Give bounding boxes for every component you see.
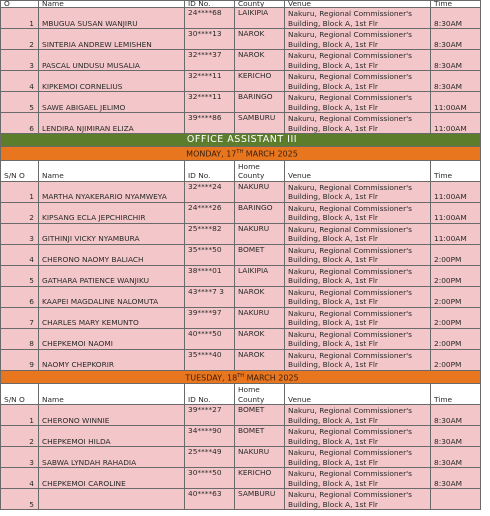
row-name: CHEPKEMOI HILDA xyxy=(39,426,185,447)
row-time: 2:00PM xyxy=(431,349,481,370)
row-id: 25****49 xyxy=(185,447,235,468)
row-venue: Nakuru, Regional Commissioner's Building, Block A, 1st Flr xyxy=(285,349,431,370)
row-county: NAKURU xyxy=(235,181,285,202)
row-id: 32****11 xyxy=(185,92,235,113)
row-county: BOMET xyxy=(235,244,285,265)
table-row xyxy=(1,202,481,223)
section-title-row xyxy=(1,134,481,147)
row-county: SAMBURU xyxy=(235,489,285,510)
row-venue: Nakuru, Regional Commissioner's Building, Block A, 1st Flr xyxy=(285,181,431,202)
row-venue: Nakuru, Regional Commissioner's Building, Block A, 1st Flr xyxy=(285,265,431,286)
header-time: Time xyxy=(431,1,481,8)
row-venue: Nakuru, Regional Commissioner's Building, Block A, 1st Flr xyxy=(285,202,431,223)
header-county: County xyxy=(235,1,285,8)
row-id: 43****7 3 xyxy=(185,286,235,307)
header-id: ID No. xyxy=(185,160,235,181)
header-venue: Venue xyxy=(285,384,431,405)
row-id: 24****68 xyxy=(185,8,235,29)
row-sn: 3 xyxy=(1,223,39,244)
row-time: 8:30AM xyxy=(431,29,481,50)
header-sn: S/N O xyxy=(1,384,39,405)
row-time: 11:00AM xyxy=(431,181,481,202)
row-id: 39****97 xyxy=(185,307,235,328)
row-sn: 5 xyxy=(1,92,39,113)
row-name: MBUGUA SUSAN WANJIRU xyxy=(39,8,185,29)
row-county: KERICHO xyxy=(235,71,285,92)
row-id: 35****40 xyxy=(185,349,235,370)
row-county: BARINGO xyxy=(235,202,285,223)
row-id: 34****90 xyxy=(185,426,235,447)
row-venue: Nakuru, Regional Commissioner's Building, Block A, 1st Flr xyxy=(285,113,431,134)
row-sn: 2 xyxy=(1,202,39,223)
table-row xyxy=(1,244,481,265)
row-id: 39****27 xyxy=(185,405,235,426)
row-time: 11:00AM xyxy=(431,202,481,223)
row-time: 8:30AM xyxy=(431,8,481,29)
header-sn: S/N O xyxy=(1,160,39,181)
row-venue: Nakuru, Regional Commissioner's Building, Block A, 1st Flr xyxy=(285,92,431,113)
row-time: 8:30AM xyxy=(431,468,481,489)
row-venue: Nakuru, Regional Commissioner's Building, Block A, 1st Flr xyxy=(285,50,431,71)
row-id: 32****24 xyxy=(185,181,235,202)
table-row xyxy=(1,113,481,134)
row-county: NAROK xyxy=(235,286,285,307)
row-id: 25****82 xyxy=(185,223,235,244)
header-county: Home County xyxy=(235,384,285,405)
row-name: GATHARA PATIENCE WANJIKU xyxy=(39,265,185,286)
header-sn: O xyxy=(1,1,39,8)
row-sn: 4 xyxy=(1,244,39,265)
row-id: 30****50 xyxy=(185,468,235,489)
row-venue: Nakuru, Regional Commissioner's Building, Block A, 1st Flr xyxy=(285,223,431,244)
table-row xyxy=(1,50,481,71)
row-county: BOMET xyxy=(235,426,285,447)
header-venue: Venue xyxy=(285,160,431,181)
row-name: SABWA LYNDAH RAHADIA xyxy=(39,447,185,468)
row-id: 40****50 xyxy=(185,328,235,349)
table-row xyxy=(1,265,481,286)
date-banner-tuesday: TUESDAY, 18TH MARCH 2025 xyxy=(1,370,481,384)
row-sn: 4 xyxy=(1,468,39,489)
row-county: NAKURU xyxy=(235,447,285,468)
row-time: 8:30AM xyxy=(431,447,481,468)
row-county: NAROK xyxy=(235,50,285,71)
date-banner-monday-row xyxy=(1,147,481,161)
header-venue: Venue xyxy=(285,1,431,8)
row-name: CHARLES MARY KEMUNTO xyxy=(39,307,185,328)
row-sn: 7 xyxy=(1,307,39,328)
row-time: 11:00AM xyxy=(431,113,481,134)
row-venue: Nakuru, Regional Commissioner's Building, Block A, 1st Flr xyxy=(285,447,431,468)
table-row xyxy=(1,29,481,50)
header-name: Name xyxy=(39,160,185,181)
row-county: NAKURU xyxy=(235,307,285,328)
row-sn: 2 xyxy=(1,426,39,447)
row-venue: Nakuru, Regional Commissioner's Building, Block A, 1st Flr xyxy=(285,244,431,265)
row-county: BARINGO xyxy=(235,92,285,113)
row-time: 11:00AM xyxy=(431,223,481,244)
row-name: KAAPEI MAGDALINE NALOMUTA xyxy=(39,286,185,307)
row-county: KERICHO xyxy=(235,468,285,489)
header-id: ID No. xyxy=(185,384,235,405)
table-row xyxy=(1,286,481,307)
header-name: Name xyxy=(39,384,185,405)
row-id: 24****26 xyxy=(185,202,235,223)
row-sn: 3 xyxy=(1,447,39,468)
row-venue: Nakuru, Regional Commissioner's Building, Block A, 1st Flr xyxy=(285,29,431,50)
row-time: 8:30AM xyxy=(431,50,481,71)
row-venue: Nakuru, Regional Commissioner's Building, Block A, 1st Flr xyxy=(285,426,431,447)
row-venue: Nakuru, Regional Commissioner's Building, Block A, 1st Flr xyxy=(285,489,431,510)
row-id: 32****37 xyxy=(185,50,235,71)
row-name: CHERONO WINNIE xyxy=(39,405,185,426)
row-venue: Nakuru, Regional Commissioner's Building, Block A, 1st Flr xyxy=(285,8,431,29)
table-row xyxy=(1,71,481,92)
row-name: KIPSANG ECLA JEPCHIRCHIR xyxy=(39,202,185,223)
row-name: NAOMY CHEPKORIR xyxy=(39,349,185,370)
row-id: 39****86 xyxy=(185,113,235,134)
row-venue: Nakuru, Regional Commissioner's Building, Block A, 1st Flr xyxy=(285,286,431,307)
column-header-row xyxy=(1,160,481,181)
table-row xyxy=(1,8,481,29)
row-venue: Nakuru, Regional Commissioner's Building, Block A, 1st Flr xyxy=(285,468,431,489)
row-name: MARTHA NYAKERARIO NYAMWEYA xyxy=(39,181,185,202)
row-sn: 6 xyxy=(1,286,39,307)
section-title: OFFICE ASSISTANT III xyxy=(1,134,481,147)
row-name: CHEPKEMOI CAROLINE xyxy=(39,468,185,489)
row-name: LENDIRA NJIMIRAN ELIZA xyxy=(39,113,185,134)
header-county: Home County xyxy=(235,160,285,181)
row-id: 38****01 xyxy=(185,265,235,286)
header-time: Time xyxy=(431,160,481,181)
row-time: 2:00PM xyxy=(431,286,481,307)
top-header-row xyxy=(1,1,481,8)
row-sn: 6 xyxy=(1,113,39,134)
header-id: ID No. xyxy=(185,1,235,8)
table-row xyxy=(1,468,481,489)
row-sn: 2 xyxy=(1,29,39,50)
row-id: 40****63 xyxy=(185,489,235,510)
row-name: KIPKEMOI CORNELIUS xyxy=(39,71,185,92)
row-sn: 3 xyxy=(1,50,39,71)
date-banner-tuesday-row xyxy=(1,370,481,384)
row-sn: 1 xyxy=(1,405,39,426)
row-sn: 5 xyxy=(1,489,39,510)
row-time: 11:00AM xyxy=(431,92,481,113)
row-name: SAWE ABIGAEL JELIMO xyxy=(39,92,185,113)
table-row xyxy=(1,489,481,510)
row-county: SAMBURU xyxy=(235,113,285,134)
row-time: 2:00PM xyxy=(431,244,481,265)
row-sn: 9 xyxy=(1,349,39,370)
row-time: 2:00PM xyxy=(431,307,481,328)
row-county: NAKURU xyxy=(235,223,285,244)
row-id: 32****11 xyxy=(185,71,235,92)
row-county: NAROK xyxy=(235,29,285,50)
table-row xyxy=(1,349,481,370)
row-name: GITHINJI VICKY NYAMBURA xyxy=(39,223,185,244)
column-header-row xyxy=(1,384,481,405)
row-county: NAROK xyxy=(235,328,285,349)
row-name: CHERONO NAOMY BALIACH xyxy=(39,244,185,265)
table-row xyxy=(1,181,481,202)
row-time: 8:30AM xyxy=(431,426,481,447)
row-time: 8:30AM xyxy=(431,405,481,426)
row-time: 2:00PM xyxy=(431,328,481,349)
row-county: BOMET xyxy=(235,405,285,426)
row-county: LAIKIPIA xyxy=(235,8,285,29)
row-county: LAIKIPIA xyxy=(235,265,285,286)
row-id: 30****13 xyxy=(185,29,235,50)
row-sn: 1 xyxy=(1,181,39,202)
row-venue: Nakuru, Regional Commissioner's Building, Block A, 1st Flr xyxy=(285,307,431,328)
row-venue: Nakuru, Regional Commissioner's Building, Block A, 1st Flr xyxy=(285,328,431,349)
row-time: 8:30AM xyxy=(431,71,481,92)
row-sn: 4 xyxy=(1,71,39,92)
row-time xyxy=(431,489,481,510)
row-time: 2:00PM xyxy=(431,265,481,286)
row-venue: Nakuru, Regional Commissioner's Building, Block A, 1st Flr xyxy=(285,71,431,92)
table-row xyxy=(1,426,481,447)
row-county: NAROK xyxy=(235,349,285,370)
table-row xyxy=(1,223,481,244)
table-row xyxy=(1,307,481,328)
table-row xyxy=(1,447,481,468)
table-row xyxy=(1,328,481,349)
row-name xyxy=(39,489,185,510)
row-name: SINTERIA ANDREW LEMISHEN xyxy=(39,29,185,50)
row-sn: 5 xyxy=(1,265,39,286)
header-time: Time xyxy=(431,384,481,405)
row-venue: Nakuru, Regional Commissioner's Building, Block A, 1st Flr xyxy=(285,405,431,426)
header-name: Name xyxy=(39,1,185,8)
table-row xyxy=(1,405,481,426)
row-sn: 1 xyxy=(1,8,39,29)
row-sn: 8 xyxy=(1,328,39,349)
row-name: CHEPKEMOI NAOMI xyxy=(39,328,185,349)
row-name: PASCAL UNDUSU MUSALIA xyxy=(39,50,185,71)
table-row xyxy=(1,92,481,113)
row-id: 35****50 xyxy=(185,244,235,265)
date-banner-monday: MONDAY, 17TH MARCH 2025 xyxy=(1,147,481,161)
